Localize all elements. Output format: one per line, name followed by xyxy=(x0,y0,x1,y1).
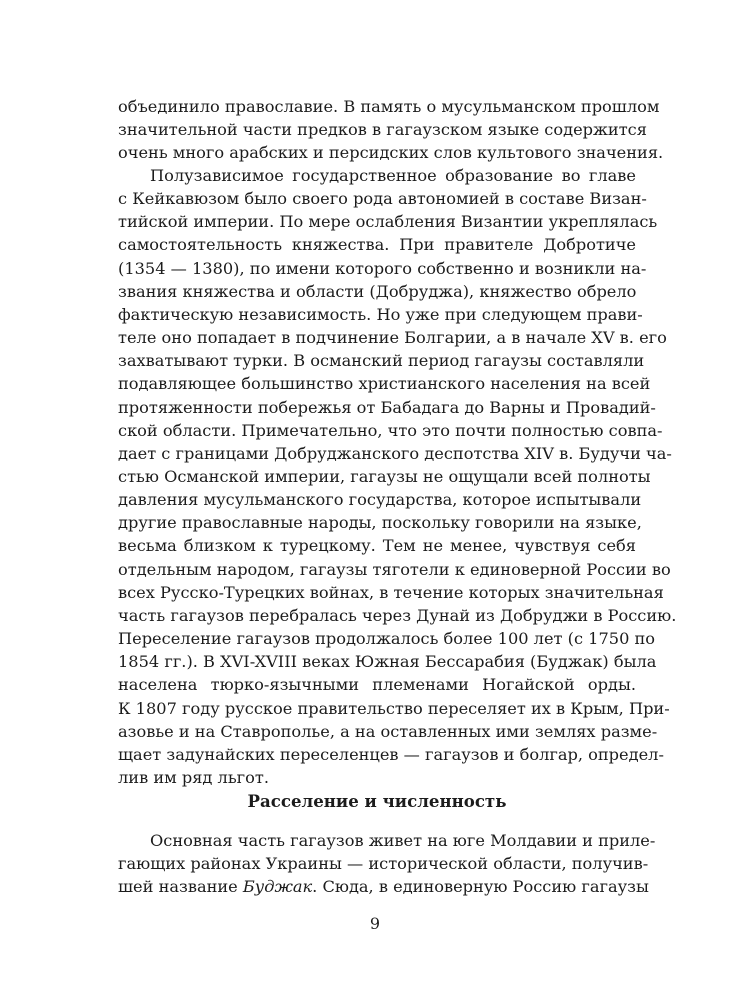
text-line: другие православные народы, поскольку говорили на языке, xyxy=(118,513,642,533)
text-line: отдельным народом, гагаузы тяготели к единоверной России во xyxy=(118,559,671,579)
page-number: 9 xyxy=(369,914,381,933)
text-line: стью Османской империи, гагаузы не ощущали всей полноты xyxy=(118,467,651,486)
text-line: всех Русско-Турецких войнах, в течение которых значительная xyxy=(118,582,664,602)
text-line: К 1807 году русское правительство переселяет их в Крым, При- xyxy=(118,698,670,718)
text-line: звания княжества и области (Добруджа), княжество обрело xyxy=(118,281,637,301)
text-line: Переселение гагаузов продолжалось более 100 лет (с 1750 по xyxy=(118,629,656,649)
text-line: теле оно попадает в подчинение Болгарии, а в начале XV в. его xyxy=(118,328,667,348)
text-line: часть гагаузов перебралась через Дунай из Добруджи в Россию. xyxy=(118,605,677,625)
text-line: фактическую независимость. Но уже при следующем прави- xyxy=(118,304,643,324)
text-line: (1354 — 1380), по имени которого собственно и возникли на- xyxy=(118,258,647,278)
text-line: подавляющее большинство христианского населения на всей xyxy=(118,374,651,394)
text-line: тийской империи. По мере ослабления Византии укреплялась xyxy=(118,212,658,232)
text-line: 1854 гг.). В XVI-XVIII веках Южная Бессарабия (Буджак) была xyxy=(118,652,657,672)
text-line: давления мусульманского государства, которое испытывали xyxy=(118,490,642,510)
text-fragment: . Сюда, в единоверную Россию гагаузы xyxy=(312,877,649,897)
text-line: объединило православие. В память о мусульманском прошлом xyxy=(118,96,660,116)
italic-term: Буджак xyxy=(242,877,313,897)
text-line: гающих районах Украины — исторической области, получив- xyxy=(118,854,649,874)
text-line: азовье и на Ставрополье, а на оставленных ими землях разме- xyxy=(118,721,658,741)
text-line: протяженности побережья от Бабадага до Варны и Провадий- xyxy=(118,397,656,417)
text-line: ской области. Примечательно, что это почти полностью совпа- xyxy=(118,420,663,440)
text-line: очень много арабских и персидских слов культового значения. xyxy=(118,142,664,162)
text-line: Основная часть гагаузов живет на юге Молдавии и приле- xyxy=(150,831,656,850)
text-line: населена тюрко-язычными племенами Ногайской орды. xyxy=(118,675,636,695)
text-line: весьма близком к турецкому. Тем не менее, чувствуя себя xyxy=(118,536,636,556)
text-line: захватывают турки. В османский период гагаузы составляли xyxy=(118,351,645,371)
text-line: с Кейкавюзом было своего рода автономией в составе Визан- xyxy=(118,189,647,209)
text-line: самостоятельность княжества. При правителе Добротиче xyxy=(118,235,636,255)
text-line: значительной части предков в гагаузском языке содержится xyxy=(118,119,647,139)
text-fragment: шей название xyxy=(118,877,243,897)
text-line: щает задунайских переселенцев — гагаузов и болгар, определ- xyxy=(118,744,664,764)
section-heading: Расселение и численность xyxy=(247,791,507,811)
text-line: Полузависимое государственное образование во главе xyxy=(150,166,636,185)
text-line: дает с границами Добруджанского деспотства XIV в. Будучи ча- xyxy=(118,443,672,463)
text-line xyxy=(118,875,649,898)
text-line: лив им ряд льгот. xyxy=(118,768,269,787)
